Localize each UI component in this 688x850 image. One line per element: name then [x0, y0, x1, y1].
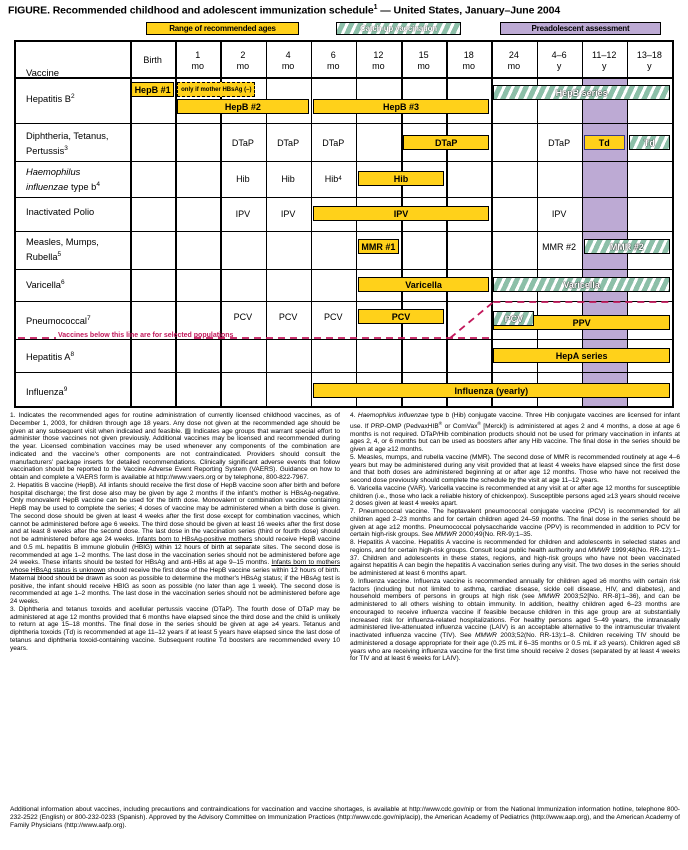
bar-influenza-yearly: Influenza (yearly) [313, 383, 670, 398]
bar-hib-12-15mo: Hib [358, 171, 444, 186]
header-age-4-mo: 4 mo [281, 49, 295, 71]
footnote-item: 5. Measles, mumps, and rubella vaccine (MMR). The second dose of MMR is recommended routinely at age 4–6 years but may be administered during any visit provided that at least 4 weeks have elapsed since the first dose and that both doses are administered beginning at or after age 12 months. Those who have not received the second dose previously should complete the schedule by the visit at age 11–12 years. [350, 453, 680, 485]
header-age-2-mo: 2 mo [236, 49, 250, 71]
header-age-15-mo: 15 mo [417, 49, 430, 71]
header-age-11–12-y: 11–12 y [592, 49, 617, 71]
bar-dtap-15-18mo: DTaP [403, 135, 489, 150]
header-age-24-mo: 24 mo [507, 49, 521, 71]
column-divider [311, 42, 313, 406]
bar-mmr-2-catchup: MMR #2 [584, 239, 670, 254]
vaccine-label-hepatitis-b: Hepatitis $B^2$ [26, 93, 75, 105]
bar-pcv-catchup-24mo: PCV [493, 311, 534, 326]
vaccine-label-influenza: Influenza$^9$ [26, 386, 68, 398]
cell-mmr-2-col9: MMR #2 [542, 241, 577, 252]
bar-hepb-only-if-mother: only if mother HBsAg (–) [177, 82, 255, 97]
vaccine-label-inactivated-polio: Inactivated Polio [26, 207, 95, 217]
footnote-item: 2. Hepatitis B vaccine (HepB). All infants should receive the first dose of HepB vaccine soon after birth and before hospital discharge; the first dose also may be given by age 2 months if the infant's mother is HBsAg-negative. Only monovalent HepB vaccine can be used for the birth dose. Monovalent or combination vaccine containing HepB may be used to complete the series; 4 doses of vaccine may be administered when a birth dose is given. The second dose should be given at least 4 weeks after the first dose except for combination vaccines, which cannot be administered before age 6 weeks. The third dose should be given at least 16 weeks after the first dose and at least 8 weeks after the second dose. The last dose in the vaccination series (third or fourth dose) should not be administered before age 24 weeks. Infants born to HBsAg-positive mothers should receive HepB vaccine and 0.5 mL hepatitis B immune globulin (HBIG) within 12 hours of birth at separate sites. The second dose is recommended at age 1–2 months. The last dose in the vaccination series should not be administered before age 24 weeks. These infants should be tested for HBsAg and anti-HBs at age 9–15 months. Infants born to mothers whose HBsAg status is unknown should receive the first dose of the HepB vaccine series within 12 hours of birth. Maternal blood should be drawn as soon as possible to determine the mother's HBsAg status; if the HBsAg test is positive, the infant should receive HBIG as soon as possible (no later than age 1 week). The second dose is recommended at age 1–2 months. The last dose in the vaccination series should not be administered before age 24 weeks. [10, 481, 340, 605]
row-divider [16, 123, 672, 124]
header-age-Birth: Birth [143, 55, 162, 65]
footer-note: Additional information about vaccines, including precautions and contraindications for vaccination and vaccine shortages, is available at http://www.cdc.gov/nip or from the National Immunization information hotline, telephone 800-232-2522 (English) or 800-232-0233 (Spanish). Approved by the Advisory Committee on Immunization Practices (http://www.cdc.gov/nip/acip), the American Academy of Pediatrics (http://www.aap.org), and the American Academy of Family Physicians (http://www.aafp.org). [10, 806, 680, 829]
footnotes-column-1 [10, 412, 340, 652]
vaccine-label-varicella: Varicella$^6$ [26, 279, 65, 291]
bar-td-13-18y: Td [629, 135, 670, 150]
cell-ipv-col2: IPV [235, 208, 251, 219]
row-divider [16, 301, 672, 302]
footnote-item: 7. Pneumococcal vaccine. The heptavalent pneumococcal conjugate vaccine (PCV) is recommended for all children aged 2–23 months and for certain children aged 24–59 months. The final dose in the series should be given at age ≥12 months. Pneumococcal polysaccharide vaccine (PPV) is recommended in addition to PCV for certain high-risk groups. See MMWR 2000;49(No. RR-9):1–35. [350, 508, 680, 539]
column-divider [356, 42, 358, 406]
selected-populations-note: Vaccines below this line are for selected populations [58, 332, 234, 339]
bar-ipv-6-18mo: IPV [313, 206, 490, 221]
column-divider [672, 42, 674, 406]
row-divider [16, 197, 672, 198]
header-age-13–18-y: 13–18 y [636, 49, 662, 71]
header-age-6-mo: 6 mo [326, 49, 340, 71]
column-divider [266, 42, 268, 406]
footnote-item: 1. Indicates the recommended ages for routine administration of currently licensed childhood vaccines, as of December 1, 2003, for children through age 18 years. Any dose not given at the recommended age should be given at any subsequent visit when indicated and feasible. ▨ Indicates age groups that warrant special effort to administer those vaccines not given previously. Additional vaccines may be licensed and recommended during the year. Licensed combination vaccines may be used whenever any components of the combination are indicated and the vaccine's other components are not contraindicated. Providers should consult the manufacturers' package inserts for detailed recommendations. Clinically significant adverse events that follow vaccination should be reported to the Vaccine Adverse Event Reporting System (VAERS). Guidance on how to obtain and complete a VAERS form is available at http://www.vaers.org or by telephone, 800-822-7967. [10, 412, 340, 481]
vaccine-label-measles-mumps-rubella: Measles, Mumps, Rubella$^5$ [26, 237, 99, 262]
header-age-18-mo: 18 mo [462, 49, 475, 71]
row-divider [16, 269, 672, 270]
bar-mmr-1: MMR #1 [358, 239, 399, 254]
vaccine-label-pneumococcal: Pneumococcal$^7$ [26, 315, 91, 327]
column-divider [446, 42, 448, 406]
cell-dtap-col3: DTaP [277, 137, 300, 148]
cell-hib-col3: Hib [281, 173, 295, 184]
bar-ppv: PPV [493, 315, 670, 330]
figure-title: FIGURE. Recommended childhood and adolescent immunization schedule$^1$ — United States, January–June 2004 [8, 4, 561, 17]
selected-populations-diagonal [450, 302, 493, 338]
schedule-grid [14, 40, 674, 408]
bar-hepb-3: HepB #3 [313, 99, 490, 114]
bar-hepa-series: HepA series [493, 348, 670, 363]
cell-pcv-col3: PCV [278, 311, 298, 322]
bar-pcv-12-15mo: PCV [358, 309, 444, 324]
row-divider [16, 161, 672, 162]
cell-dtap-col4: DTaP [322, 137, 345, 148]
bar-td-11-12y: Td [584, 135, 625, 150]
header-age-1-mo: 1 mo [191, 49, 204, 71]
vaccine-label-hepatitis-a: Hepatitis $A^8$ [26, 351, 75, 363]
footnote-item: 6. Varicella vaccine (VAR). Varicella vaccine is recommended at any visit at or after age 12 months for susceptible children (i.e., those who lack a reliable history of chickenpox). Susceptible persons aged ≥13 years should receive 2 doses given at least 4 weeks apart. [350, 484, 680, 508]
cell-ipv-col9: IPV [551, 208, 567, 219]
bar-varicella-catchup: Varicella [493, 277, 670, 292]
cell-hib-col4: Hib 4 [324, 173, 342, 184]
cell-dtap-col9: DTaP [548, 137, 571, 148]
row-divider [16, 339, 672, 340]
footnote-item: 8. Hepatitis A vaccine. Hepatitis A vaccine is recommended for children and adolescents in selected states and regions, and for certain high-risk groups. Consult local public health authority and MMWR 1999;48(No. RR-12):1–37. Children and adolescents in these states, regions, and high-risk groups who have not been vaccinated against hepatitis A can begin the hepatitis A vaccination series during any visit. The two doses in the series should be administered at least 6 months apart. [350, 539, 680, 578]
row-divider [16, 372, 672, 373]
header-vaccine: Vaccine [26, 68, 60, 79]
footnote-item: 4. Haemophilus influenzae type b (Hib) conjugate vaccine. Three Hib conjugate vaccines are licensed for infant use. If PRP-OMP (PedvaxHIB® or ComVax® [Merck]) is administered at ages 2 and 4 months, a dose at age 6 months is not required. DTaP/Hib combination products should not be used for primary vaccination in infants at ages 2, 4, or 6 months but can be used as boosters after any Hib vaccine. The final dose in the series should be given at age ≥12 months. [350, 412, 681, 454]
header-age-4–6-y: 4–6 y [551, 49, 567, 71]
column-divider [401, 42, 403, 406]
bar-hepb-1: HepB #1 [131, 82, 174, 97]
header-age-12-mo: 12 mo [372, 49, 385, 71]
row-divider [16, 231, 672, 232]
footnotes-column-2 [350, 412, 680, 663]
footnote-item: 9. Influenza vaccine. Influenza vaccine is recommended annually for children aged ≥6 months with certain risk factors (including but not limited to asthma, cardiac disease, sickle cell disease, HIV, and diabetes), and household members of persons in groups at high risk (see MMWR 2003;52[No. RR-8]:1–36), and can be administered to all others wishing to obtain immunity. In addition, healthy children aged 6–23 months are encouraged to receive influenza vaccine if feasible because children in this age group are at substantially increased risk for influenza-related hospitalizations. For healthy persons aged 5–49 years, the intranasally administered live-attenuated influenza vaccine (LAIV) is an acceptable alternative to the intramuscular trivalent inactivated influenza vaccine (TIV). See MMWR 2003;52(No. RR-13):1–8. Children receiving TIV should be administered a dosage appropriate for their age (0.25 mL if 6–35 months or 0.5 mL if ≥3 years). Children aged ≤8 years who are receiving influenza vaccine for the first time should receive 2 doses (separated by at least 4 weeks for TIV and at least 6 weeks for LAIV). [350, 577, 681, 663]
vaccine-label-diphtheria-tetanus-pertussis: Diphtheria, Tetanus, Pertussis$^3$ [26, 131, 109, 156]
cell-dtap-col2: DTaP [231, 137, 254, 148]
legend-catchup-vaccination: Catch-up vaccination [336, 22, 461, 35]
footnote-item: 3. Diphtheria and tetanus toxoids and acellular pertussis vaccine (DTaP). The fourth dose of DTaP may be administered at age 12 months provided that 6 months have elapsed since the third dose and the child is unlikely to return at age 15–18 months. The final dose in the series should be given at age ≥4 years. Tetanus and diphtheria toxoids (Td) is recommended at age 11–12 years if at least 5 years have elapsed since the last dose of tetanus and diphtheria toxoid-containing vaccine. Subsequent routine Td boosters are recommended every 10 years. [10, 605, 340, 652]
vaccine-label-haemophilus-influenzae-type-b: Haemophilus influenzae type $b^4$ [26, 167, 100, 192]
legend [0, 22, 688, 36]
bar-hepb-series: HepB series [493, 85, 670, 100]
cell-hib-col2: Hib [236, 173, 250, 184]
cell-pcv-col4: PCV [323, 311, 343, 322]
cell-pcv-col2: PCV [233, 311, 253, 322]
bar-hepb-2: HepB #2 [177, 99, 309, 114]
bar-varicella: Varicella [358, 277, 490, 292]
legend-range-of-recommended-ages: Range of recommended ages [146, 22, 299, 35]
cell-ipv-col3: IPV [280, 208, 296, 219]
legend-preadolescent-assessment: Preadolescent assessment [500, 22, 661, 35]
